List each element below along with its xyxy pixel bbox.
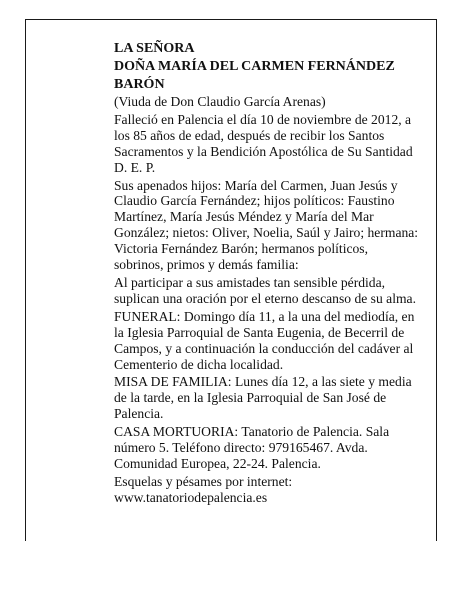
text-line: Palencia. (114, 406, 164, 422)
internet-paragraph (114, 474, 436, 506)
text-line: D. E. P. (114, 159, 156, 175)
title-line: BARÓN (114, 77, 165, 92)
text-line: suplican una oración por el eterno descanso de su alma. (114, 290, 416, 306)
text-line: Al participar a sus amistades tan sensible pérdida, (114, 274, 386, 290)
widow-line (114, 94, 436, 110)
prayer-paragraph (114, 275, 436, 307)
text-line: González; nietos: Oliver, Noelia, Saúl y Jairo; hermana: (114, 225, 419, 241)
death-paragraph (114, 112, 436, 176)
text-line: número 5. Teléfono directo: 979165467. Avda. (114, 440, 368, 456)
website-link[interactable]: www.tanatoriodepalencia.es (114, 489, 268, 505)
notice-title (114, 40, 436, 94)
family-paragraph (114, 178, 436, 273)
text-line: sobrinos, primos y demás familia: (114, 257, 299, 273)
text-line: Esquelas y pésames por internet: (114, 473, 293, 489)
funeral-paragraph (114, 309, 436, 373)
text-line: CASA MORTUORIA: Tanatorio de Palencia. Sala (114, 424, 390, 440)
text-line: Sacramentos y la Bendición Apostólica de Su Santidad (114, 143, 413, 159)
text-line: los 85 años de edad, después de recibir los Santos (114, 127, 385, 143)
text-line: Martínez, María Jesús Méndez y María del Mar (114, 209, 374, 225)
text-line: Sus apenados hijos: María del Carmen, Juan Jesús y (114, 177, 398, 193)
text-line: (Viuda de Don Claudio García Arenas) (114, 94, 326, 109)
text-line: la Iglesia Parroquial de Santa Eugenia, de Becerril de (114, 324, 405, 340)
text-line: de la tarde, en la Iglesia Parroquial de San José de (114, 390, 387, 406)
text-line: Comunidad Europea, 22-24. Palencia. (114, 455, 321, 471)
text-line: Victoria Fernández Barón; hermanos políticos, (114, 241, 368, 257)
death-notice (114, 40, 436, 508)
mortuary-paragraph (114, 424, 436, 472)
text-line: Cementerio de dicha localidad. (114, 356, 284, 372)
text-line: Falleció en Palencia el día 10 de noviembre de 2012, a (114, 111, 412, 127)
title-line: DOÑA MARÍA DEL CARMEN FERNÁNDEZ (114, 59, 395, 74)
title-line: LA SEÑORA (114, 41, 195, 56)
text-line: Claudio García Fernández; hijos políticos: Faustino (114, 193, 395, 209)
family-mass-paragraph (114, 374, 436, 422)
text-line: FUNERAL: Domingo día 11, a la una del mediodía, en (114, 308, 415, 324)
text-line: MISA DE FAMILIA: Lunes día 12, a las siete y media (114, 374, 412, 390)
text-line: Campos, y a continuación la conducción del cadáver al (114, 340, 414, 356)
